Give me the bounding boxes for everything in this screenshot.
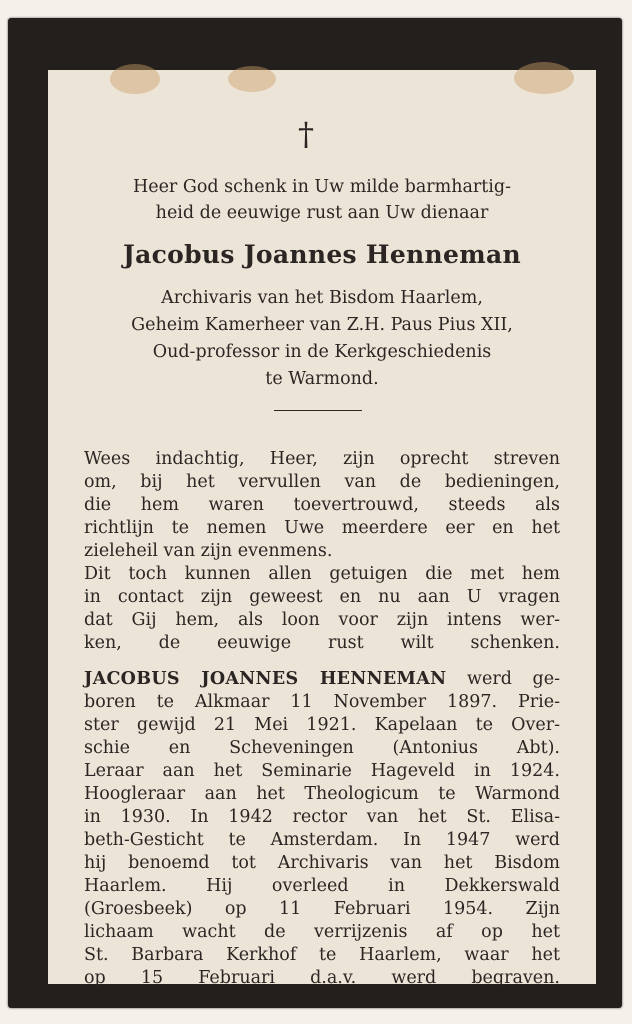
- bio-line: beth-Gesticht te Amsterdam. In 1947 werd: [84, 830, 560, 850]
- title-line: Archivaris van het Bisdom Haarlem,: [161, 288, 483, 308]
- bio-name: JACOBUS JOANNES HENNEMAN: [84, 669, 447, 689]
- memorial-line: ken, de eeuwige rust wilt schenken.: [84, 633, 560, 653]
- memorial-line: zieleheil van zijn evenmens.: [84, 541, 333, 561]
- bio-line: lichaam wacht de verrijzenis af op het: [84, 922, 560, 942]
- bio-line: (Groesbeek) op 11 Februari 1954. Zijn: [84, 899, 560, 919]
- paper-stain: [228, 66, 276, 92]
- bio-line: in 1930. In 1942 rector van het St. Elisa-: [84, 807, 560, 827]
- memorial-prayer: [84, 448, 560, 655]
- memorial-line: richtlijn te nemen Uwe meerdere eer en het: [84, 518, 560, 538]
- bio-line: Leraar aan het Seminarie Hageveld in 1924.: [84, 761, 560, 781]
- memorial-line: om, bij het vervullen van de bedieningen,: [84, 472, 560, 492]
- paper-stain: [514, 62, 574, 94]
- bio-line: op 15 Februari d.a.v. werd begraven.: [84, 968, 560, 988]
- bio-line: boren te Alkmaar 11 November 1897. Prie-: [84, 692, 560, 712]
- paper-stain: [110, 64, 160, 94]
- bio-first-line-text: werd ge-: [467, 669, 560, 689]
- bio-line: ster gewijd 21 Mei 1921. Kapelaan te Over-: [84, 715, 560, 735]
- titles-block: [48, 285, 596, 393]
- memorial-line: die hem waren toevertrouwd, steeds als: [84, 495, 560, 515]
- mourning-card-border: [8, 18, 622, 1008]
- prayer-line: heid de eeuwige rust aan Uw dienaar: [155, 203, 489, 223]
- title-line: te Warmond.: [265, 369, 379, 389]
- opening-prayer: [76, 174, 568, 226]
- memorial-line: in contact zijn geweest en nu aan U vragen: [84, 587, 560, 607]
- bio-line: schie en Scheveningen (Antonius Abt).: [84, 738, 560, 758]
- bio-line: Hoogleraar aan het Theologicum te Warmond: [84, 784, 560, 804]
- title-line: Oud-professor in de Kerkgeschiedenis: [152, 342, 492, 362]
- prayer-line: Heer God schenk in Uw milde barmhartig-: [132, 177, 512, 197]
- divider-rule: [274, 410, 362, 411]
- memorial-line: Wees indachtig, Heer, zijn oprecht streven: [84, 449, 560, 469]
- bio-line: St. Barbara Kerkhof te Haarlem, waar het: [84, 945, 560, 965]
- title-line: Geheim Kamerheer van Z.H. Paus Pius XII,: [131, 315, 513, 335]
- biography: [84, 668, 560, 990]
- memorial-line: dat Gij hem, als loon voor zijn intens wer-: [84, 610, 560, 630]
- memorial-line: Dit toch kunnen allen getuigen die met hem: [84, 564, 560, 584]
- deceased-name: Jacobus Joannes Henneman: [123, 240, 521, 269]
- bio-first-line: [84, 668, 560, 691]
- bio-line: Haarlem. Hij overleed in Dekkerswald: [84, 876, 560, 896]
- mourning-card-paper: [48, 70, 596, 988]
- cross-icon: †: [298, 115, 314, 153]
- bio-line: hij benoemd tot Archivaris van het Bisdom: [84, 853, 560, 873]
